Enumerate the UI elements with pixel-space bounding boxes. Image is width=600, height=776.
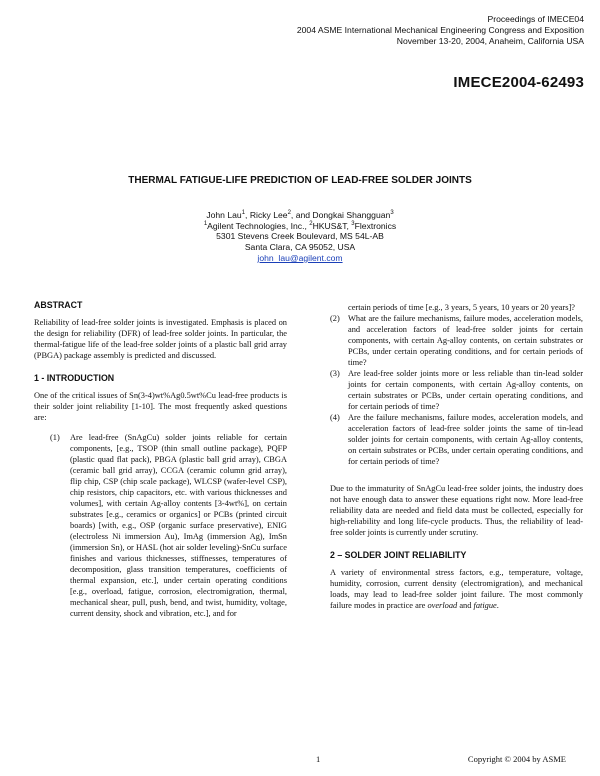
section-2-heading: 2 – SOLDER JOINT RELIABILITY	[330, 550, 467, 560]
paper-title: THERMAL FATIGUE-LIFE PREDICTION OF LEAD-FREE SOLDER JOINTS	[128, 175, 472, 186]
question-3-text: Are lead-free solder joints more or less reliable than tin-lead solder joints for certain components, with certain Ag-alloy contents, on certain substrates or PCBs, under certain operating conditions, and for certain periods of time?	[348, 369, 583, 411]
congress-name: 2004 ASME International Mechanical Engineering Congress and Exposition	[296, 25, 584, 35]
question-1-continuation: certain periods of time [e.g., 3 years, 5 years, 10 years or 20 years]?	[348, 303, 575, 312]
question-list	[34, 432, 287, 619]
address-line-1: 5301 Stevens Creek Boulevard, MS 54L-AB	[216, 231, 384, 241]
list-item: (3) Are lead-free solder joints more or less reliable than tin-lead solder joints for certain components, with certain Ag-alloy contents, on certain substrates or PCBs, under certain operating conditions, and for certain periods of time?	[330, 369, 583, 411]
email-line	[0, 253, 600, 264]
right-column	[330, 302, 583, 620]
proceedings-title: Proceedings of IMECE04	[487, 14, 584, 24]
author-name: Ricky Lee	[249, 209, 288, 220]
introduction-heading: 1 - INTRODUCTION	[34, 373, 115, 383]
copyright-notice: Copyright © 2004 by ASME	[467, 754, 566, 764]
left-column	[34, 300, 287, 619]
conference-dates: November 13-20, 2004, Anaheim, California USA	[396, 36, 584, 46]
list-item: (1) Are lead-free (SnAgCu) solder joints reliable for certain components, [e.g., TSOP (thin small outline package), PQFP (plastic quad flat pack), PBGA (plastic ball grid array), CBGA (ceramic ball grid array), CCGA (ceramic column grid array), flip chip, CSP (chip scale package), WLCSP (wafer-level CSP), chip resistors, chip capacitors, etc. with various thicknesses and volumes], with certain Ag-alloy contents [3-4wt%], on certain substrates [e.g., ceramics or organics] or PCBs (printed circuit boards) [with, e.g., OSP (organic surface preservative), ENIG (electroless Ni immersion Au), ImAg (immersion Ag), ImSn (immersion Sn), or HASL (hot air solder leveling)-SnCu surface finishes and various thicknesses, stiffnesses, temperatures of decomposition, glass transition temperatures, coefficients of thermal expansion, etc.], under certain operating conditions [e.g., overload, fatigue, corrosion, electromigration, thermal, mechanical shear, pull, push, bend, and twist, humidity, voltage, current density, shock and vibration, etc.], and for	[50, 433, 287, 618]
affiliation-line: $^1$Agilent Technologies, Inc., $^2$HKUS&T, $^3$Flextronics	[203, 220, 397, 231]
abstract-heading: ABSTRACT	[34, 300, 83, 310]
author-email-link[interactable]: john_lau@agilent.com	[257, 253, 343, 263]
introduction-closing: Due to the immaturity of SnAgCu lead-free solder joints, the industry does not have enough data to answer these equations right now. More lead-free reliability data are needed and field data must be collected, especially for high-reliability and long life-cycle products. Thus, the reliability of lead-free solder joints is currently under scrutiny.	[330, 484, 583, 537]
address-line-2: Santa Clara, CA 95052, USA	[244, 242, 356, 252]
page-number: 1	[316, 754, 321, 764]
author-name: and Dongkai Shangguan	[295, 209, 391, 220]
list-item: (2) What are the failure mechanisms, failure modes, acceleration models, and acceleration factors of lead-free solder joints for certain components, with certain Ag-alloy contents, on certain substrates or PCBs, under certain operating conditions, and for certain periods of time?	[330, 314, 583, 367]
abstract-text: Reliability of lead-free solder joints is investigated. Emphasis is placed on the design for reliability (DFR) of lead-free solder joints. In particular, the thermal-fatigue life of the lead-free solder joints of a plastic ball grid array (PBGA) package assembly is predicted and discussed.	[34, 318, 287, 360]
question-4-text: Are the failure mechanisms, failure modes, acceleration models, and acceleration factors of lead-free solder joints the same of tin-lead solder joints for certain components, with certain Ag-alloy contents, on certain substrates or PCBs, under certain operating conditions, and for certain periods of time?	[348, 413, 583, 466]
list-item: (4) Are the failure mechanisms, failure modes, acceleration models, and acceleration factors of lead-free solder joints the same of tin-lead solder joints for certain components, with certain Ag-alloy contents, on certain substrates or PCBs, under certain operating conditions, and for certain periods of time?	[330, 413, 583, 466]
paper-id: IMECE2004-62493	[453, 74, 584, 91]
author-name: John Lau	[206, 209, 242, 220]
question-2-text: What are the failure mechanisms, failure modes, acceleration models, and acceleration factors of lead-free solder joints for certain components, with certain Ag-alloy contents, on certain substrates or PCBs, under certain operating conditions, and for certain periods of time?	[348, 314, 583, 367]
author-line: John Lau$^1$, Ricky Lee$^2$, and Dongkai Shangguan$^3$	[206, 209, 394, 220]
introduction-text: One of the critical issues of Sn(3-4)wt%Ag0.5wt%Cu lead-free products is their solder joint reliability [1-10]. The most frequently asked questions are:	[34, 391, 287, 422]
question-1-text: Are lead-free (SnAgCu) solder joints reliable for certain components, [e.g., TSOP (thin small outline package), PQFP (plastic quad flat pack), PBGA (plastic ball grid array), CBGA (ceramic ball grid array), CCGA (ceramic column grid array), flip chip, CSP (chip scale package), WLCSP (wafer-level CSP), chip resistors, chip capacitors, etc. with various thicknesses and volumes], with certain Ag-alloy contents [3-4wt%], on certain substrates [e.g., ceramics or organics] or PCBs (printed circuit boards) [with, e.g., OSP (organic surface preservative), ENIG (electroless Ni immersion Au), ImAg (immersion Ag), ImSn (immersion Sn), or HASL (hot air solder leveling)-SnCu surface finishes and various thicknesses, stiffnesses, temperatures of decomposition, glass transition temperatures, coefficients of thermal expansion, etc.], under certain operating conditions [e.g., overload, fatigue, corrosion, electromigration, thermal, mechanical shear, pull, push, bend, and twist, humidity, voltage, current density, shock and vibration, etc.], and for	[70, 433, 287, 618]
section-2-text: A variety of environmental stress factors, e.g., temperature, voltage, humidity, corrosion, current density (electromigration), and mechanical loads, may lead to lead-free solder joint failure. The most commonly failure modes in practice are overload and fatigue.	[330, 568, 583, 610]
